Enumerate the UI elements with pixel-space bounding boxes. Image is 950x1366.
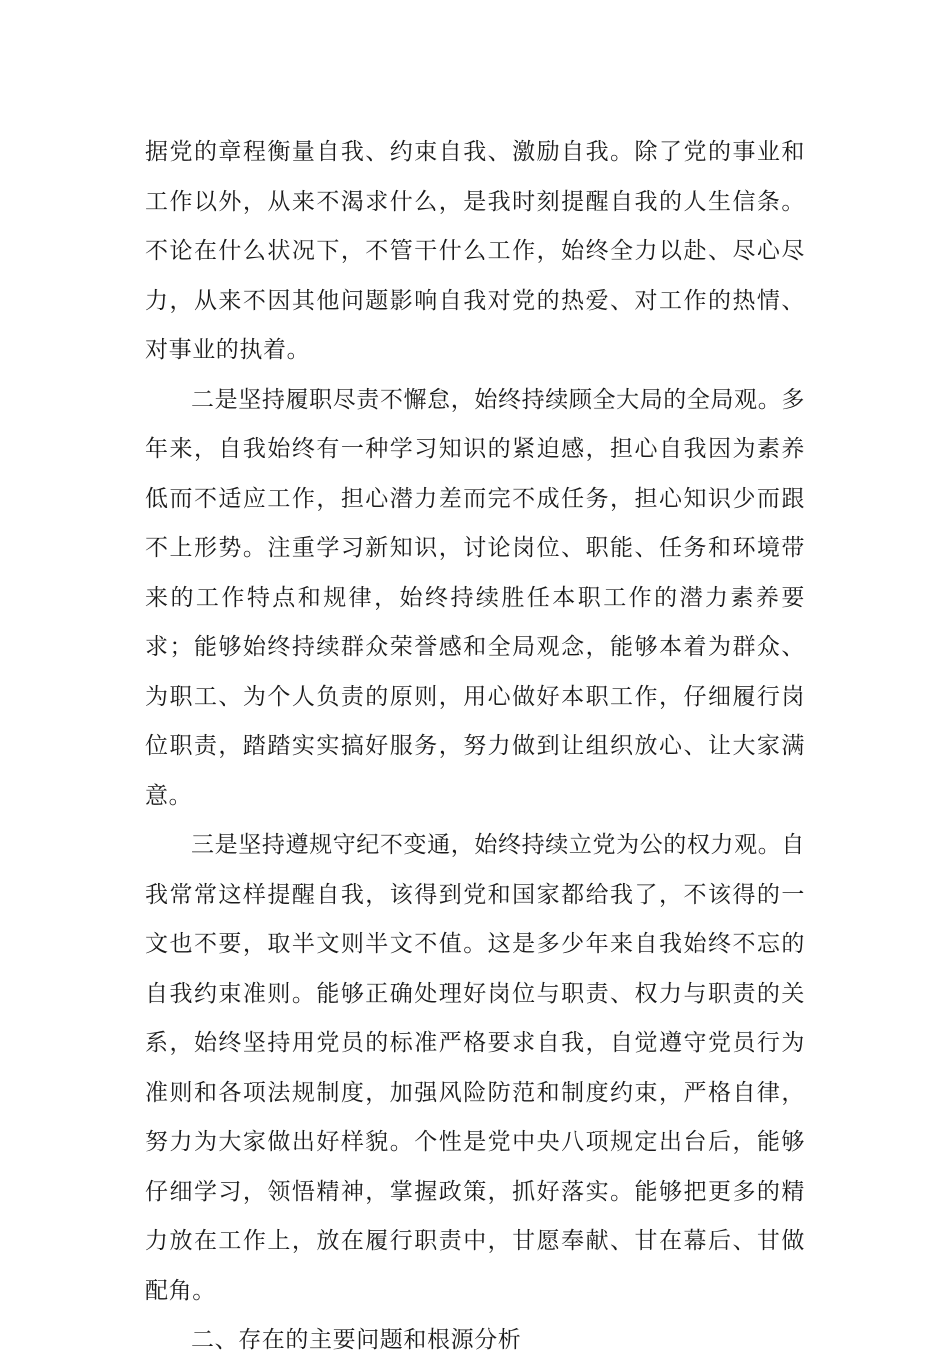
paragraph-point-three: 三是坚持遵规守纪不变通，始终持续立党为公的权力观。自我常常这样提醒自我，该得到党和国家都给我了，不该得的一文也不要，取半文则半文不值。这是多少年来自我始终不忘的自我约束准则。能够正确处理好岗位与职责、权力与职责的关系，始终坚持用党员的标准严格要求自我，自觉遵守党员行为准则和各项法规制度，加强风险防范和制度约束，严格自律，努力为大家做出好样貌。个性是党中央八项规定出台后，能够仔细学习，领悟精神，掌握政策，抓好落实。能够把更多的精力放在工作上，放在履行职责中，甘愿奉献、甘在幕后、甘做配角。: [145, 832, 805, 1304]
section-heading: 二、存在的主要问题和根源分析: [191, 1327, 522, 1353]
paragraph-continuation: 据党的章程衡量自我、约束自我、激励自我。除了党的事业和工作以外，从来不渴求什么，是我时刻提醒自我的人生信条。不论在什么状况下，不管干什么工作，始终全力以赴、尽心尽力，从来不因其他问题影响自我对党的热爱、对工作的热情、对事业的执着。: [145, 139, 805, 363]
paragraph-point-two: 二是坚持履职尽责不懈怠，始终持续顾全大局的全局观。多年来，自我始终有一种学习知识的紧迫感，担心自我因为素养低而不适应工作，担心潜力差而完不成任务，担心知识少而跟不上形势。注重学习新知识，讨论岗位、职能、任务和环境带来的工作特点和规律，始终持续胜任本职工作的潜力素养要求；能够始终持续群众荣誉感和全局观念，能够本着为群众、为职工、为个人负责的原则，用心做好本职工作，仔细履行岗位职责，踏踏实实搞好服务，努力做到让组织放心、让大家满意。: [145, 386, 805, 809]
document-body: [145, 128, 805, 1366]
